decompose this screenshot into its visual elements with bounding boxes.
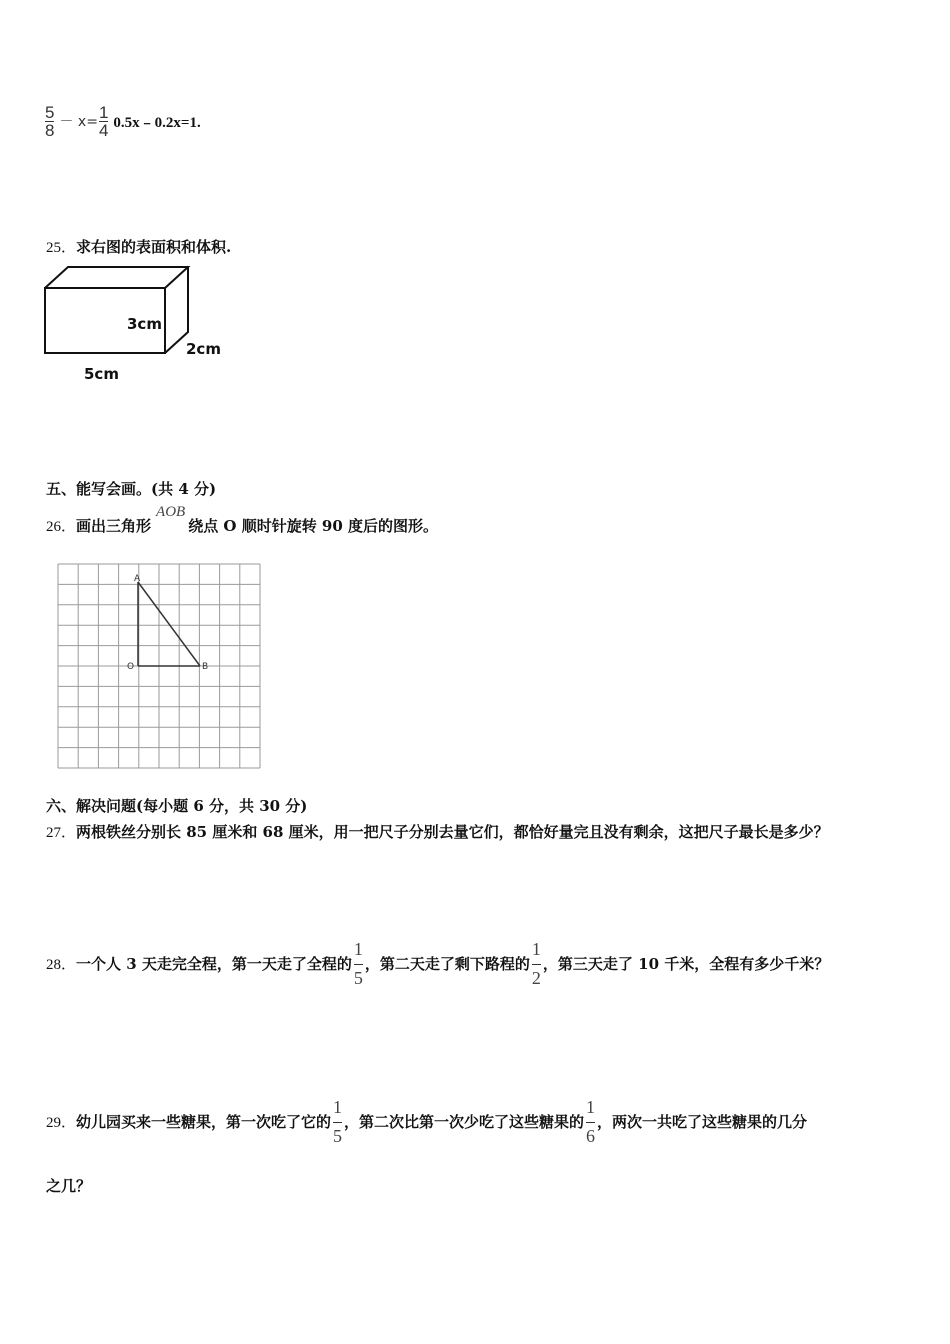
section-6-title: 六、解决问题(每小题 6 分，共 30 分) — [46, 797, 308, 815]
triangle-name: AOB — [156, 504, 186, 520]
question-28 — [46, 929, 829, 997]
question-number: 29． — [46, 1114, 77, 1131]
question-text: 求右图的表面积和体积. — [76, 238, 232, 256]
fraction-one-fifth: $\frac{1}{5}$ — [353, 938, 363, 988]
question-text-part-2: ，第二天走了剩下路程的 — [364, 954, 530, 973]
question-number: 27． — [46, 825, 77, 841]
equations-line — [45, 101, 201, 141]
point-o-label: O — [127, 662, 135, 672]
point-b-label: B — [202, 662, 209, 672]
question-text-after: 绕点 O 顺时针旋转 90 度后的图形。 — [188, 517, 439, 535]
triangle-aob — [138, 582, 200, 666]
question-text-part-1: 一个人 3 天走完全程，第一天走了全程的 — [76, 954, 352, 973]
point-a-label: A — [134, 574, 141, 584]
question-text-before: 画出三角形 — [76, 517, 152, 535]
question-text-part-3: ，两次一共吃了这些糖果的几分 — [597, 1112, 808, 1131]
fraction-five-eighths: $\frac{5}{8}$ — [45, 102, 55, 140]
cuboid-side-face — [165, 267, 188, 353]
fraction-one-fifth: $\frac{1}{5}$ — [333, 1096, 343, 1146]
cuboid-top-face — [45, 267, 188, 288]
equation-2: 0.5x﹣0.2x=1. — [113, 114, 201, 131]
length-label: 5cm — [84, 365, 119, 383]
question-number: 26． — [46, 519, 77, 535]
segment-ab — [138, 582, 200, 666]
cuboid-figure — [40, 262, 240, 392]
rotation-grid-figure — [56, 562, 262, 772]
fraction-one-sixth: $\frac{1}{6}$ — [586, 1096, 596, 1146]
question-25 — [46, 236, 231, 257]
question-29 — [46, 1087, 807, 1155]
question-number: 25． — [46, 240, 77, 256]
question-26 — [46, 504, 439, 536]
question-text: 两根铁丝分别长 85 厘米和 68 厘米，用一把尺子分别去量它们，都恰好量完且没有剩余，这把尺子最长是多少？ — [76, 823, 829, 841]
question-text-part-1: 幼儿园买来一些糖果，第一次吃了它的 — [76, 1112, 332, 1131]
depth-label: 2cm — [186, 340, 221, 358]
section-5-title: 五、能写会画。(共 4 分) — [46, 480, 217, 498]
question-29-continuation: 之几？ — [46, 1177, 92, 1195]
question-27 — [46, 821, 829, 842]
question-number: 28． — [46, 956, 77, 973]
equation-1-middle: － x= — [59, 114, 98, 130]
fraction-one-quarter: $\frac{1}{4}$ — [98, 102, 109, 140]
fraction-one-half: $\frac{1}{2}$ — [531, 938, 541, 988]
question-text-part-2: ，第二次比第一次少吃了这些糖果的 — [344, 1112, 585, 1131]
height-label: 3cm — [127, 315, 162, 333]
question-text-part-3: ，第三天走了 10 千米，全程有多少千米？ — [542, 954, 830, 973]
